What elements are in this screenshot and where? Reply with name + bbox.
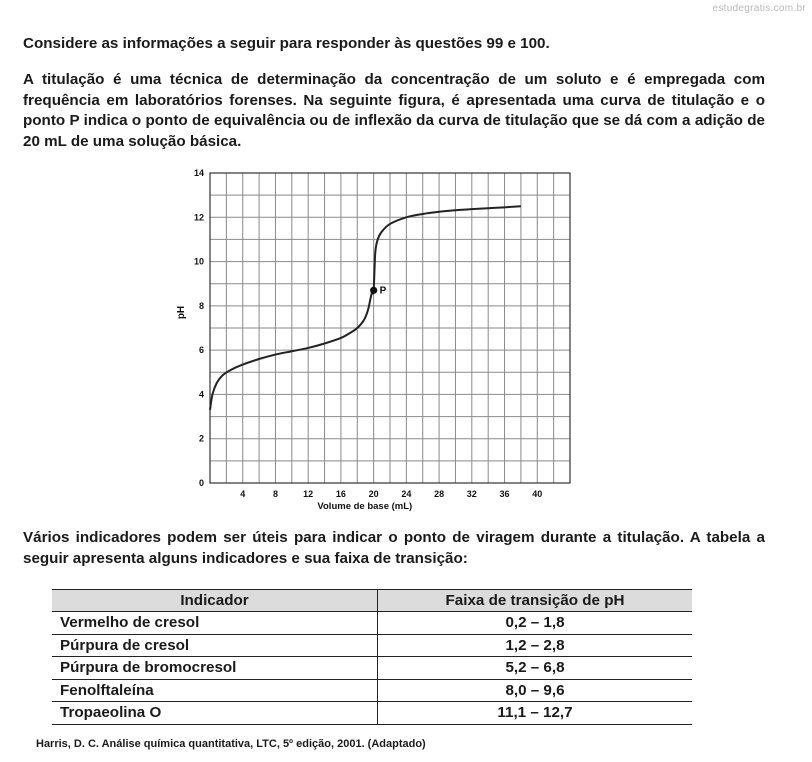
y-tick-label: 6 (198, 345, 204, 356)
indicator-name: Púrpura de bromocresol (52, 657, 378, 680)
transition-range: 8,0 – 9,6 (378, 679, 693, 702)
x-tick-label: 4 (240, 489, 246, 499)
intro-text: Considere as informações a seguir para responder às questões 99 e 100. (23, 35, 550, 52)
transition-range: 5,2 – 6,8 (378, 657, 693, 680)
y-tick-label: 14 (193, 168, 204, 178)
x-tick-label: 36 (499, 489, 510, 499)
x-tick-label: 40 (532, 489, 543, 499)
y-tick-label: 10 (193, 256, 204, 267)
indicator-name: Tropaeolina O (52, 702, 378, 725)
indicator-name: Púrpura de cresol (52, 634, 378, 657)
x-tick-label: 32 (466, 489, 477, 499)
table-row (52, 612, 692, 635)
equivalence-point-marker (370, 287, 377, 294)
x-tick-label: 12 (303, 489, 314, 499)
transition-range: 0,2 – 1,8 (378, 612, 693, 635)
table-row (52, 657, 692, 680)
x-tick-label: 8 (272, 489, 278, 499)
y-axis-label: pH (176, 305, 187, 320)
table-row (52, 634, 692, 657)
x-axis-label: Volume de base (mL) (317, 501, 413, 512)
indicator-table (52, 589, 692, 725)
header-transition-range: Faixa de transição de pH (378, 590, 693, 612)
y-tick-label: 0 (198, 478, 204, 488)
x-tick-label: 20 (368, 489, 379, 499)
table-header-row (52, 590, 692, 612)
table-row (52, 679, 692, 702)
y-tick-label: 8 (198, 300, 204, 311)
x-tick-label: 24 (401, 489, 412, 499)
header-indicator: Indicador (52, 590, 378, 612)
x-tick-label: 28 (434, 489, 445, 499)
context-paragraph: A titulação é uma técnica de determinação da concentração de um soluto e é empregada com frequência em laboratórios forenses. Na seguinte figura, é apresentada uma curva de titulação e o ponto P indica o ponto de equivalência ou de inflexão da curva de titulação que se dá com a adição de 20 mL de uma solução básica. (23, 71, 765, 150)
y-tick-label: 12 (193, 212, 204, 223)
table-intro-text: Vários indicadores podem ser úteis para indicar o ponto de viragem durante a titulação. A tabela a seguir apresenta alguns indicadores e sua faixa de transição: (23, 529, 765, 567)
source-citation: Harris, D. C. Análise química quantitativa, LTC, 5º edição, 2001. (Adaptado) (36, 738, 426, 750)
indicator-name: Vermelho de cresol (52, 612, 378, 635)
table-row (52, 702, 692, 725)
x-tick-label: 16 (335, 489, 346, 499)
titration-curve-line (210, 206, 521, 410)
y-tick-label: 2 (198, 433, 204, 444)
equivalence-point-label: P (379, 285, 387, 297)
titration-curve-chart (168, 162, 578, 517)
transition-range: 11,1 – 12,7 (378, 702, 693, 725)
transition-range: 1,2 – 2,8 (378, 634, 693, 657)
y-tick-label: 4 (198, 389, 204, 400)
site-watermark: estudegratis.com.br (712, 3, 806, 14)
indicator-name: Fenolftaleína (52, 679, 378, 702)
chart-grid (210, 173, 570, 483)
